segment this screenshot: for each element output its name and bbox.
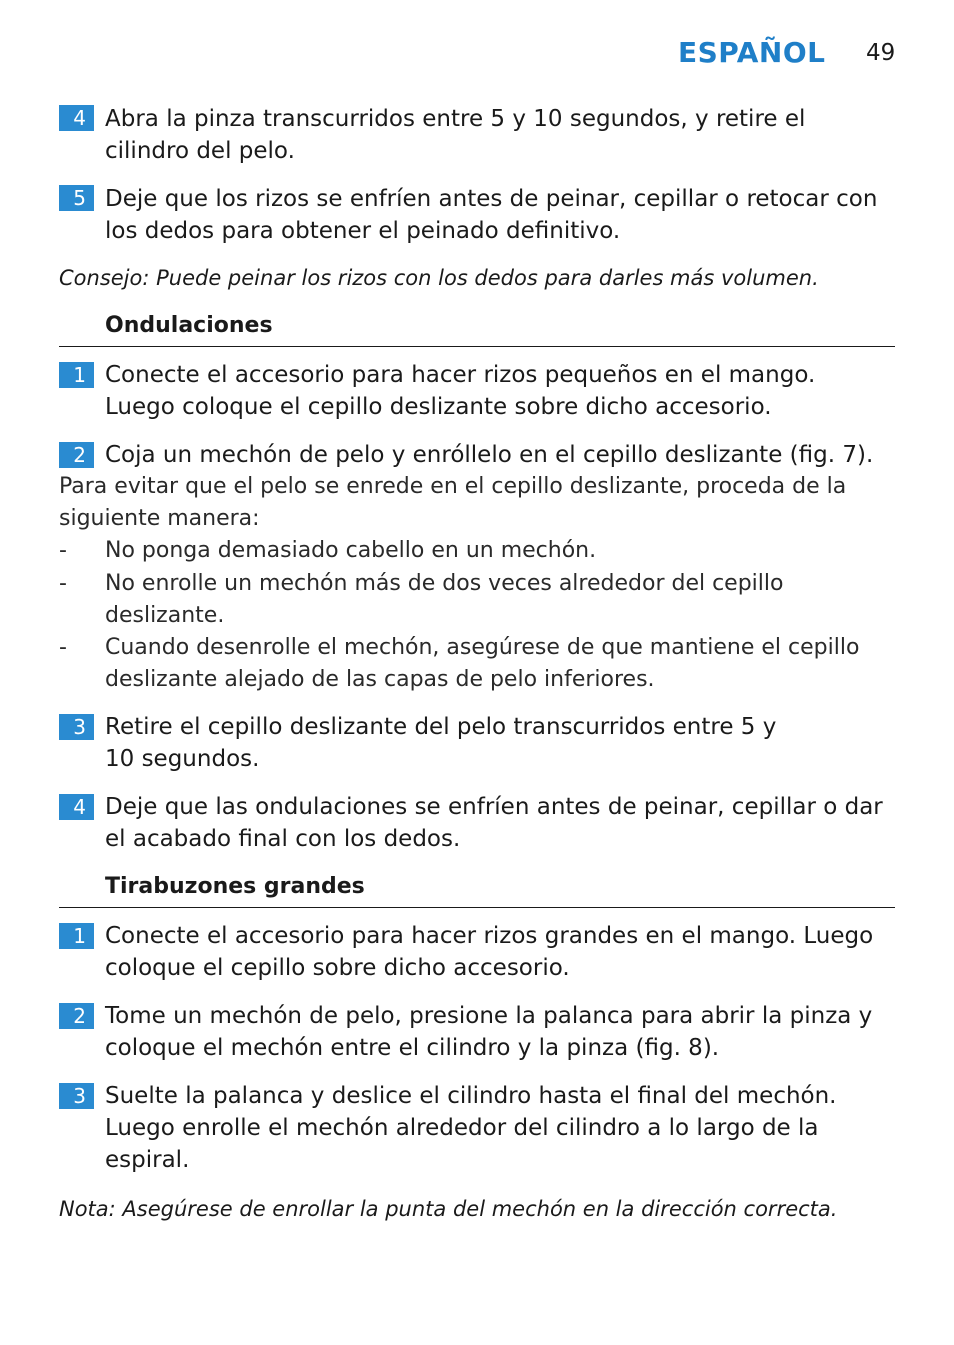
page-number: 49 [866,40,896,66]
bullet-dash: - [59,635,67,660]
step-text-line: Luego coloque el cepillo deslizante sobre dicho accesorio. [105,394,772,420]
bullet-text-line: No enrolle un mechón más de dos veces alrededor del cepillo [105,571,784,596]
step-text-line: Coja un mechón de pelo y enróllelo en el cepillo deslizante (fig. 7). [105,442,874,468]
step-text-line: los dedos para obtener el peinado definitivo. [105,218,621,244]
step-number-badge: 2 [59,1003,94,1029]
step-text-line: Deje que las ondulaciones se enfríen antes de peinar, cepillar o dar [105,794,883,820]
section-title-ringlets: Tirabuzones grandes [105,874,365,899]
step-number-badge: 4 [59,105,94,131]
step-text-line: espiral. [105,1147,190,1173]
section-divider [59,346,895,347]
step-text-line: Suelte la palanca y deslice el cilindro hasta el final del mechón. [105,1083,837,1109]
bullet-dash: - [59,571,67,596]
step-number-badge: 3 [59,714,94,740]
step-number-badge: 2 [59,442,94,468]
step-text-line: coloque el cepillo sobre dicho accesorio. [105,955,570,981]
bullet-text-line: deslizante. [105,603,225,628]
bullet-text-line: Cuando desenrolle el mechón, asegúrese de que mantiene el cepillo [105,635,860,660]
step-text-line: Conecte el accesorio para hacer rizos pequeños en el mango. [105,362,816,388]
step-text-line: el acabado final con los dedos. [105,826,461,852]
step-text-line: Conecte el accesorio para hacer rizos grandes en el mango. Luego [105,923,874,949]
note-text-line: Para evitar que el pelo se enrede en el cepillo deslizante, proceda de la [59,474,847,499]
step-text-line: Abra la pinza transcurridos entre 5 y 10 segundos, y retire el [105,106,806,132]
step-text-line: Luego enrolle el mechón alrededor del cilindro a lo largo de la [105,1115,819,1141]
step-text-line: Retire el cepillo deslizante del pelo transcurridos entre 5 y [105,714,777,740]
step-number-badge: 4 [59,794,94,820]
step-text-line: 10 segundos. [105,746,260,772]
section-divider [59,907,895,908]
step-text-line: coloque el mechón entre el cilindro y la pinza (fig. 8). [105,1035,720,1061]
step-number-badge: 5 [59,185,94,211]
tip-text: Consejo: Puede peinar los rizos con los dedos para darles más volumen. [59,266,819,290]
step-number-badge: 1 [59,362,94,388]
note-text-line: siguiente manera: [59,506,260,531]
step-text-line: cilindro del pelo. [105,138,295,164]
bullet-text-line: deslizante alejado de las capas de pelo inferiores. [105,667,655,692]
bullet-text-line: No ponga demasiado cabello en un mechón. [105,538,597,563]
step-number-badge: 1 [59,923,94,949]
language-label: ESPAÑOL [678,36,826,69]
bullet-dash: - [59,538,67,563]
step-text-line: Tome un mechón de pelo, presione la palanca para abrir la pinza y [105,1003,873,1029]
section-title-waves: Ondulaciones [105,313,273,338]
step-text-line: Deje que los rizos se enfríen antes de peinar, cepillar o retocar con [105,186,878,212]
note-text: Nota: Asegúrese de enrollar la punta del mechón en la dirección correcta. [59,1197,838,1221]
step-number-badge: 3 [59,1083,94,1109]
